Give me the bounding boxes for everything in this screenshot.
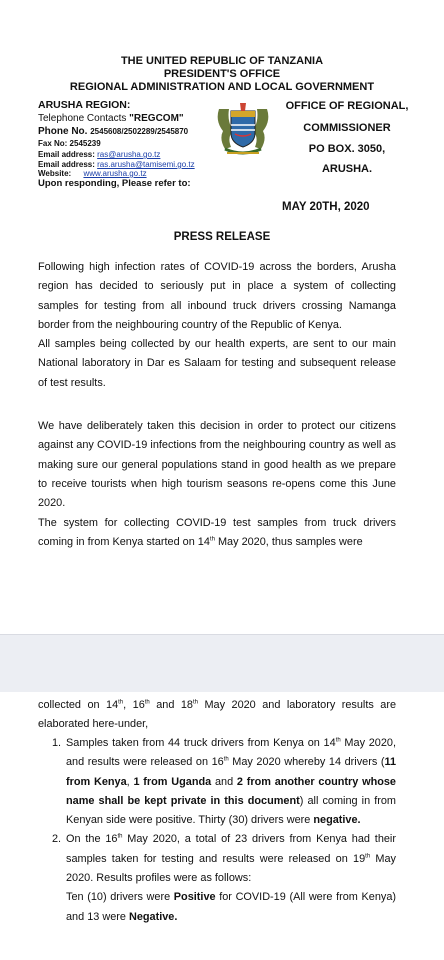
- office-line-2: COMMISSIONER: [303, 122, 391, 134]
- list-item: 1. Samples taken from 44 truck drivers from Kenya on 14th May 2020, and results were released on 16th May 2020 whereby 14 drivers (11 from Kenya, 1 from Uganda and 2 from another country whose name shall be kept private in this document) all coming in from Kenyan side were positive. Thirty (30) drivers were negative.: [52, 737, 396, 827]
- fax-number: Fax No: 2545239: [38, 139, 101, 148]
- email-link-1[interactable]: ras@arusha.go.tz: [97, 150, 161, 159]
- document-title: PRESS RELEASE: [173, 231, 271, 243]
- document-page-2: [0, 692, 444, 960]
- refer-line: Upon responding, Please refer to:: [38, 178, 191, 189]
- office-line-1: OFFICE OF REGIONAL,: [285, 100, 409, 112]
- paragraph-3: We have deliberately taken this decision in order to protect our citizens against any COVID-19 infections from the neighbouring country as well as making sure our general populations stand in good health as we prepare to receive tourists when high tourism seasons re-opens come this June 2020.: [38, 420, 396, 510]
- list-item: 2. On the 16th May 2020, a total of 23 drivers from Kenya had their samples taken for testing and results were released on 19th May 2020. Results profiles were as follows: Ten (10) drivers were Positive for COVID-19 (All were from Kenya) and 13 were Negative.: [52, 833, 397, 923]
- office-line-4: ARUSHA.: [321, 163, 373, 175]
- header-country: THE UNITED REPUBLIC OF TANZANIA: [120, 55, 324, 67]
- email-link-2[interactable]: ras.arusha@tamisemi.go.tz: [97, 160, 195, 169]
- telephone-contacts: Telephone Contacts "REGCOM": [38, 113, 184, 124]
- region-label: ARUSHA REGION:: [38, 99, 131, 111]
- phone-number: Phone No. 2545608/2502289/2545870: [38, 126, 189, 137]
- page-separator: [0, 634, 444, 694]
- office-line-3: PO BOX. 3050,: [308, 143, 386, 155]
- paragraph-5: collected on 14th, 16th and 18th May 2020 and laboratory results are elaborated here-under,: [38, 699, 397, 731]
- email-2: Email address: ras.arusha@tamisemi.go.tz: [38, 160, 195, 169]
- header-office: PRESIDENT'S OFFICE: [163, 68, 281, 80]
- paragraph-4: The system for collecting COVID-19 test samples from truck drivers coming in from Kenya started on 14th May 2020, thus samples were: [38, 517, 396, 549]
- paragraph-2: All samples being collected by our health experts, are sent to our main National laboratory in Dar es Salaam for testing and subsequent release of test results.: [38, 338, 396, 389]
- website: Website: www.arusha.go.tz: [38, 169, 147, 178]
- coat-of-arms-emblem: [213, 99, 273, 159]
- website-link[interactable]: www.arusha.go.tz: [83, 169, 147, 178]
- document-date: MAY 20TH, 2020: [282, 201, 370, 213]
- results-list: [52, 734, 396, 927]
- email-1: Email address: ras@arusha.go.tz: [38, 150, 161, 159]
- header-ministry: REGIONAL ADMINISTRATION AND LOCAL GOVERNMENT: [69, 81, 375, 93]
- paragraph-1: Following high infection rates of COVID-19 across the borders, Arusha region has decided to seriously put in place a system of collecting samples for testing from all inbound truck drivers crossing Namanga border from the neighbouring country of the Republic of Kenya.: [38, 261, 396, 331]
